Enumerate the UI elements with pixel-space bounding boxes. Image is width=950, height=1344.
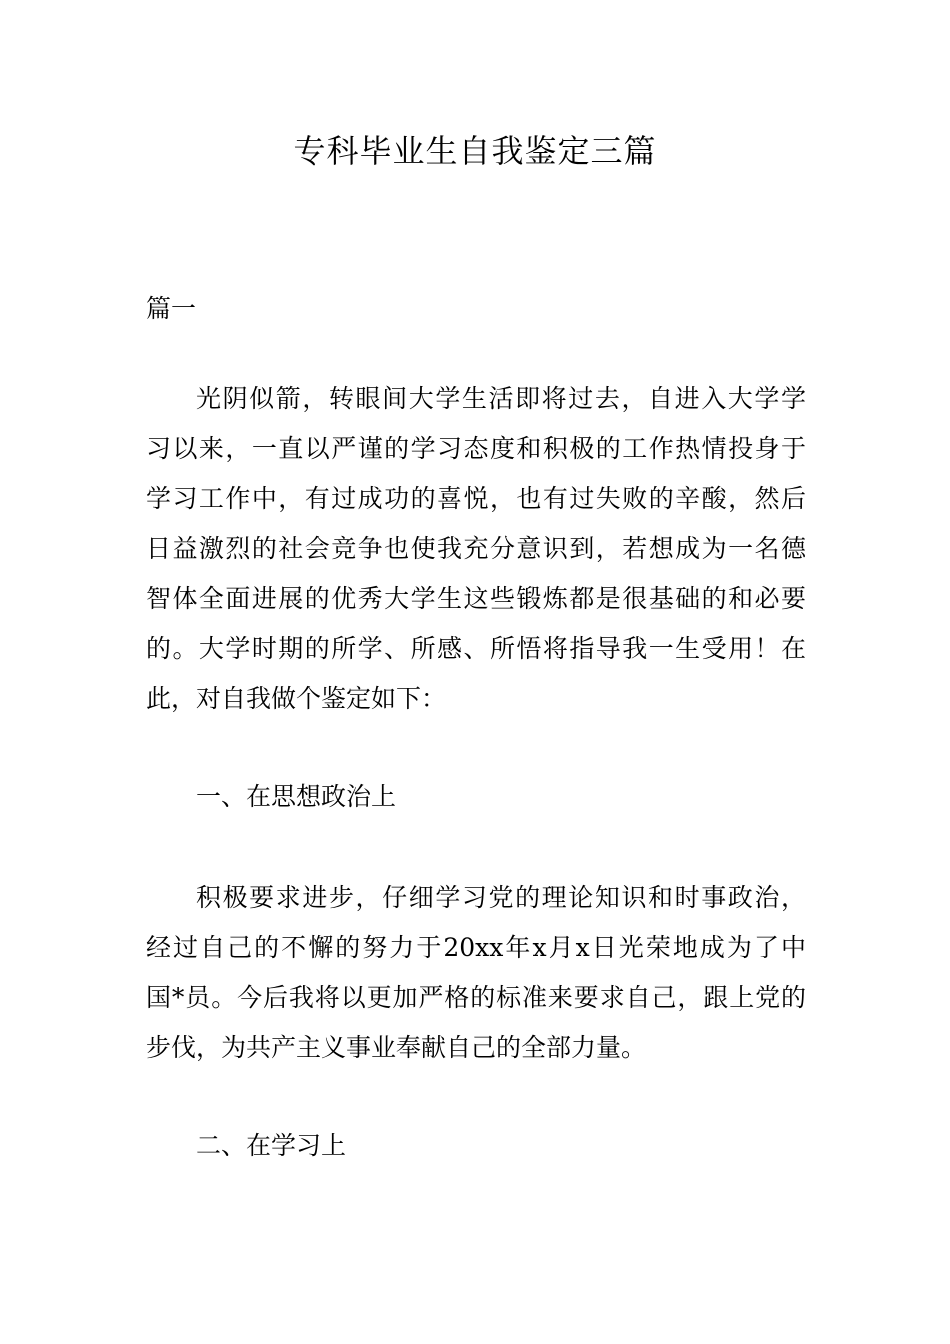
paragraph-line: 步伐，为共产主义事业奉献自己的全部力量。: [146, 1033, 647, 1062]
section-label: 篇一: [146, 294, 197, 323]
paragraph-line: 习以来，一直以严谨的学习态度和积极的工作热情投身于: [146, 434, 806, 463]
paragraph-line: 积极要求进步，仔细学习党的理论知识和时事政治，: [196, 883, 806, 912]
paragraph-line: 光阴似箭，转眼间大学生活即将过去，自进入大学学: [196, 384, 806, 413]
paragraph-line: 的。大学时期的所学、所感、所悟将指导我一生受用！在: [146, 634, 806, 663]
document-title: 专科毕业生自我鉴定三篇: [293, 132, 657, 170]
paragraph-line: 经过自己的不懈的努力于20xx年x月x日光荣地成为了中: [146, 933, 806, 962]
paragraph-line: 学习工作中，有过成功的喜悦，也有过失败的辛酸，然后: [146, 484, 806, 513]
politics-paragraph: [146, 873, 806, 1073]
section-heading-study: 二、在学习上: [196, 1131, 347, 1160]
intro-paragraph: [146, 374, 806, 724]
paragraph-line: 智体全面进展的优秀大学生这些锻炼都是很基础的和必要: [146, 584, 806, 613]
paragraph-line: 国*员。今后我将以更加严格的标准来要求自己，跟上党的: [146, 983, 806, 1012]
section-heading-politics: 一、在思想政治上: [196, 782, 397, 811]
paragraph-line: 此，对自我做个鉴定如下：: [146, 684, 447, 713]
paragraph-line: 日益激烈的社会竞争也使我充分意识到，若想成为一名德: [146, 534, 806, 563]
